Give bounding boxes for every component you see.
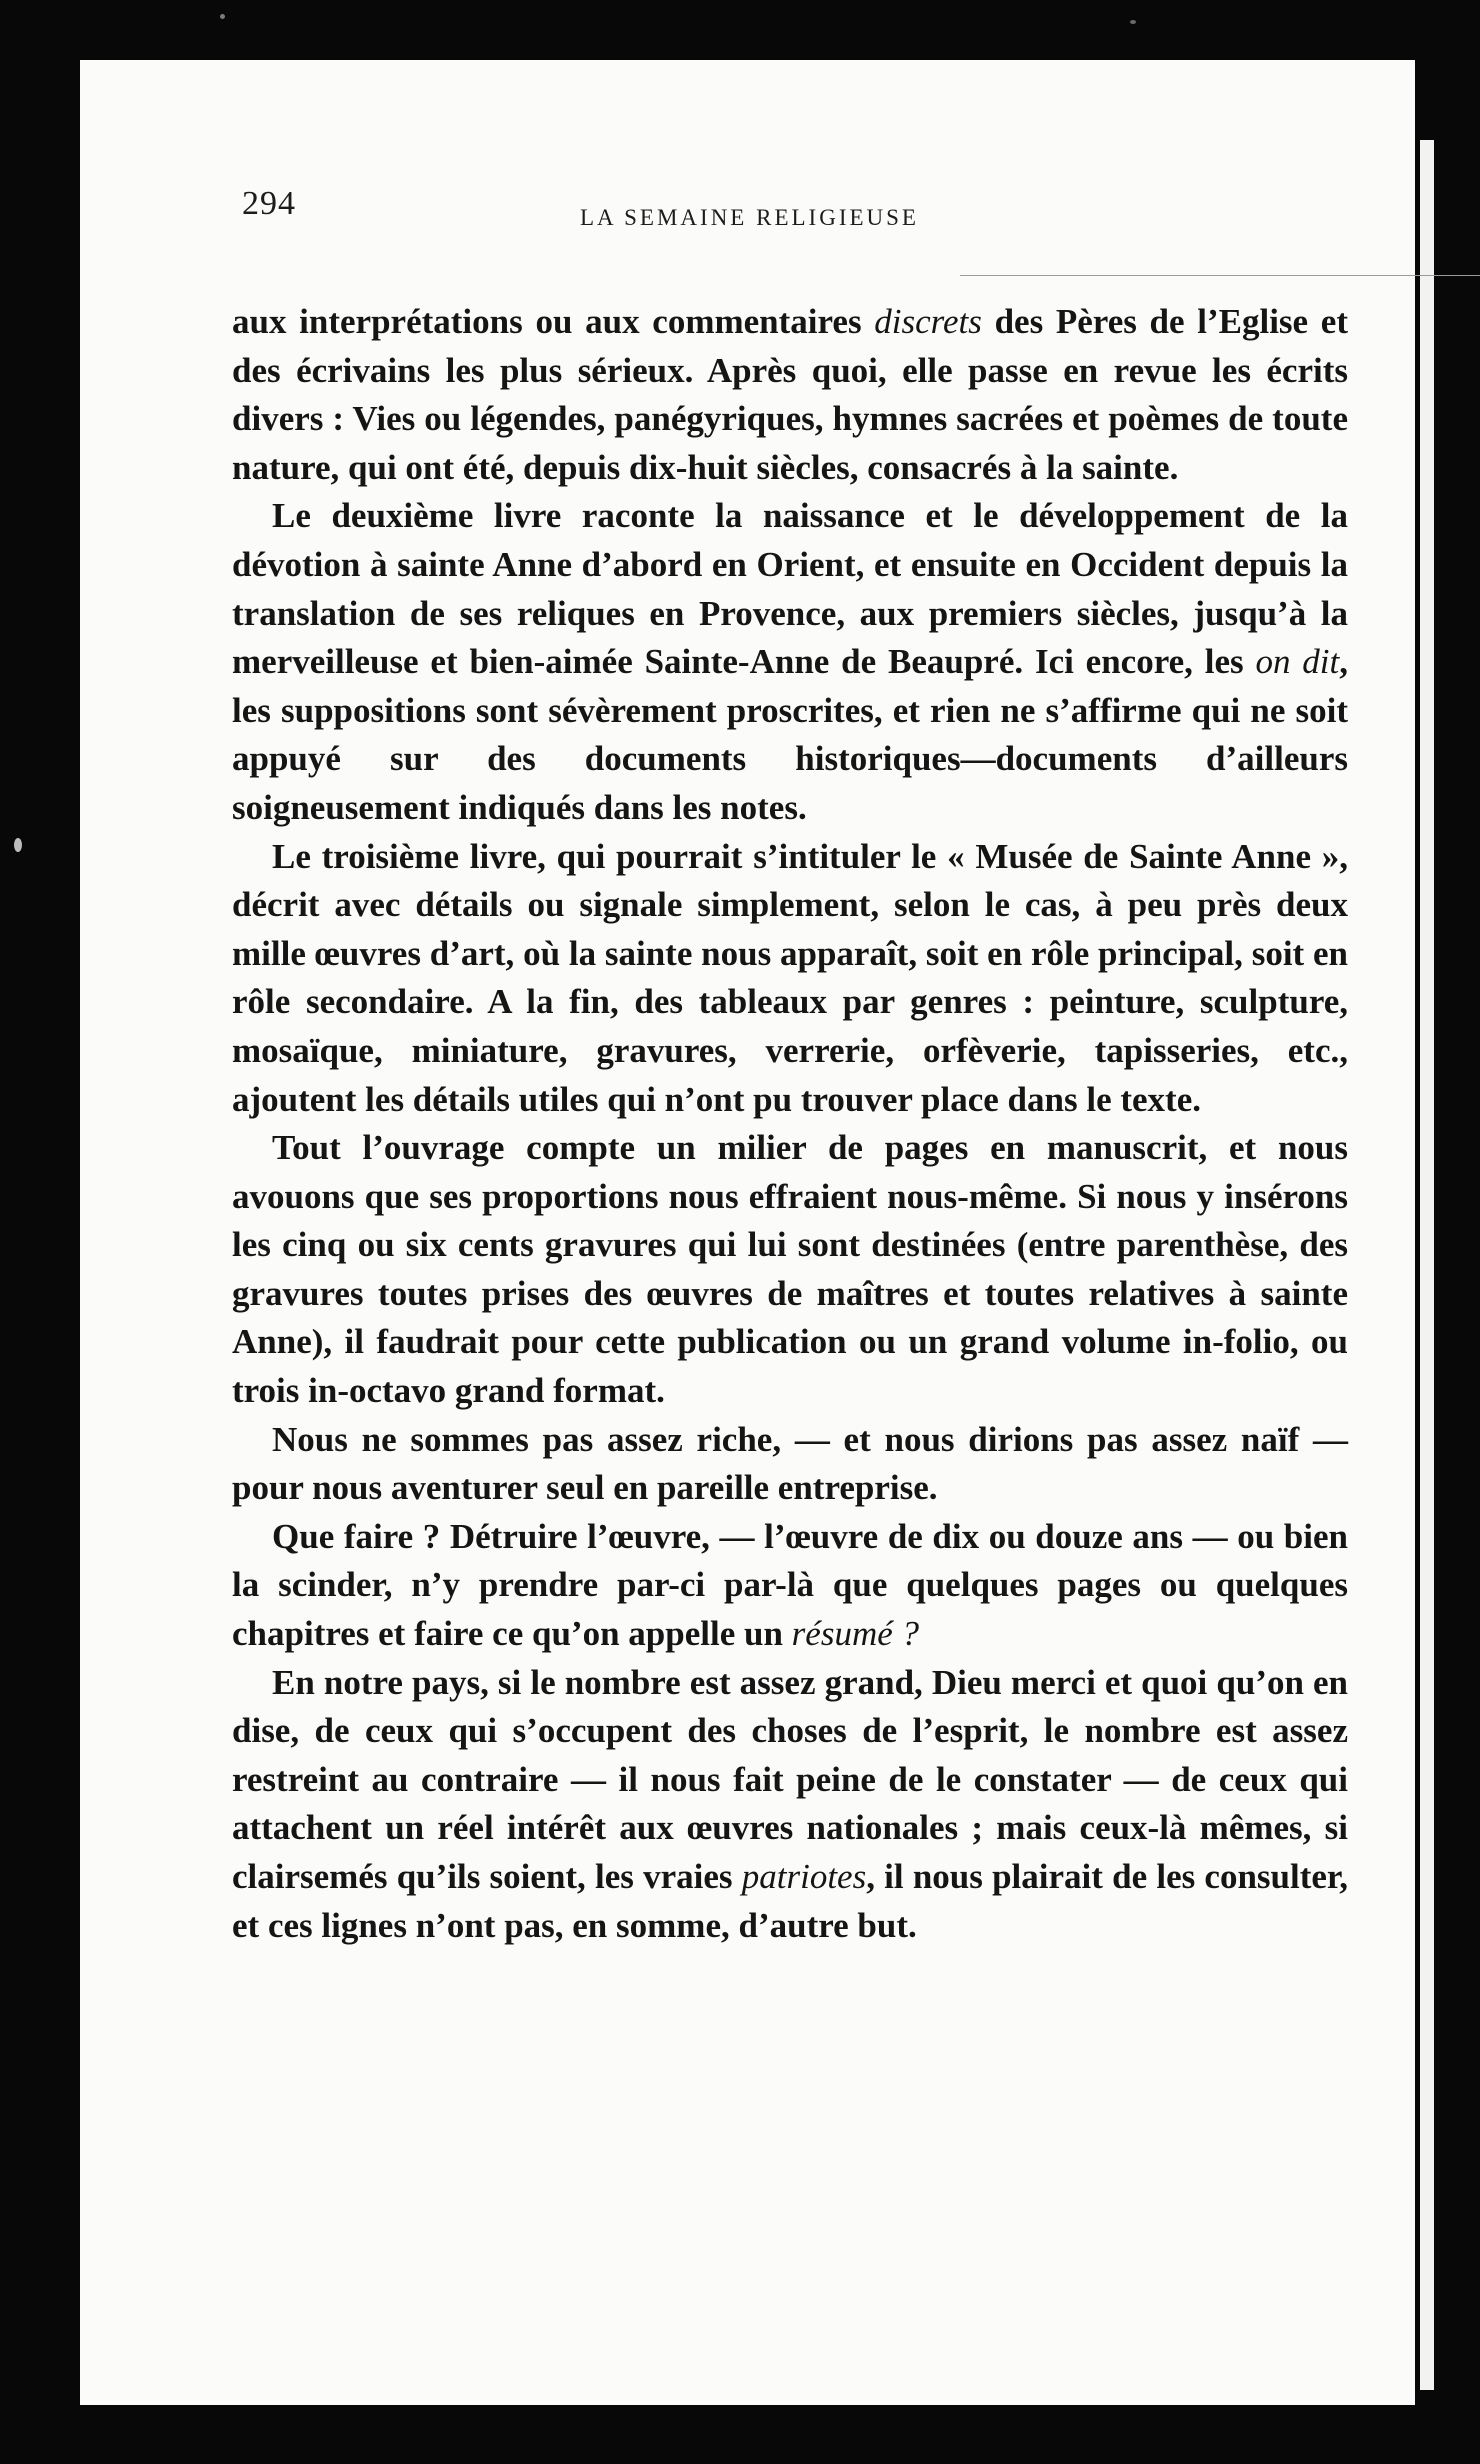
- italic-text-run: on dit: [1255, 642, 1340, 682]
- text-run: , il nous plairait de les consulter, et ces lignes n’ont pas, en somme, d’autre but.: [232, 1857, 1349, 1945]
- text-run: Le deuxième livre raconte la naissance et le développement de la dévotion à sainte Anne d’abord en Orient, et ensuite en Occident depuis la translation de ses reliques en Provence, aux premiers siècles, jusqu’à la merveilleuse et bien-aimée Sainte-Anne de Beaupré. Ici encore, les: [232, 496, 1348, 682]
- dust-speck: [220, 14, 225, 19]
- paragraph: [232, 1124, 1348, 1416]
- paragraph: [232, 1416, 1348, 1513]
- paragraph: [232, 492, 1348, 832]
- page-number: 294: [242, 185, 296, 222]
- italic-text-run: patriotes: [741, 1857, 867, 1896]
- dust-speck: [14, 838, 22, 852]
- text-run: Nous ne sommes pas assez riche, — et nous dirions pas assez naïf — pour nous aventurer seul en pareille entreprise.: [232, 1419, 1348, 1508]
- italic-text-run: résumé ?: [791, 1614, 920, 1654]
- text-run: aux interprétations ou aux commentaires: [232, 302, 875, 341]
- header-rule: [960, 275, 1480, 276]
- text-run: En notre pays, si le nombre est assez grand, Dieu merci et quoi qu’on en dise, de ceux qui s’occupent des choses de l’esprit, le nombre est assez restreint au contraire — il nous fait peine de le constater — de ceux qui attachent un réel intérêt aux œuvres nationales ; mais ceux-là mêmes, si clairsemés qu’ils soient, les vraies: [232, 1662, 1348, 1896]
- italic-text-run: discrets: [874, 302, 982, 341]
- text-run: Tout l’ouvrage compte un milier de pages en manuscrit, et nous avouons que ses proportions nous effraient nous-même. Si nous y insérons les cinq ou six cents gravures qui lui sont destinées (entre parenthèse, des gravures toutes prises des œuvres de maîtres et toutes relatives à sainte Anne), il faudrait pour cette publication ou un grand volume in-folio, ou trois in-octavo grand format.: [232, 1128, 1348, 1411]
- adjacent-page-edge: [1420, 140, 1434, 2390]
- dust-speck: [1130, 20, 1136, 24]
- text-run: des Pères de l’Eglise et des écrivains les plus sérieux. Après quoi, elle passe en revue les écrits divers : Vies ou légendes, panégyriques, hymnes sacrées et poèmes de toute nature, qui ont été, depuis dix-huit siècles, consacrés à la sainte.: [232, 302, 1348, 487]
- paragraph: [232, 833, 1348, 1125]
- journal-title: LA SEMAINE RELIGIEUSE: [580, 205, 919, 230]
- text-run: Le troisième livre, qui pourrait s’intituler le « Musée de Sainte Anne », décrit avec détails ou signale simplement, selon le cas, à peu près deux mille œuvres d’art, où la sainte nous apparaît, soit en rôle principal, soit en rôle secondaire. A la fin, des tableaux par genres : peinture, sculpture, mosaïque, miniature, gravures, verrerie, orfèverie, tapisseries, etc., ajoutent les détails utiles qui n’ont pu trouver place dans le texte.: [232, 836, 1348, 1119]
- paragraph: [232, 1659, 1348, 1951]
- text-run: Que faire ? Détruire l’œuvre, — l’œuvre de dix ou douze ans — ou bien la scinder, n’y prendre par-ci par-là que quelques pages ou quelques chapitres et faire ce qu’on appelle un: [232, 1516, 1348, 1654]
- paragraph: [232, 298, 1348, 492]
- paragraph: [232, 1513, 1348, 1659]
- running-head: [160, 185, 1340, 245]
- article-body: [232, 298, 1348, 1950]
- text-run: , les suppositions sont sévèrement proscrites, et rien ne s’affirme qui ne soit appuyé sur des documents historiques—documents d’ailleurs soigneusement indiqués dans les notes.: [232, 642, 1349, 827]
